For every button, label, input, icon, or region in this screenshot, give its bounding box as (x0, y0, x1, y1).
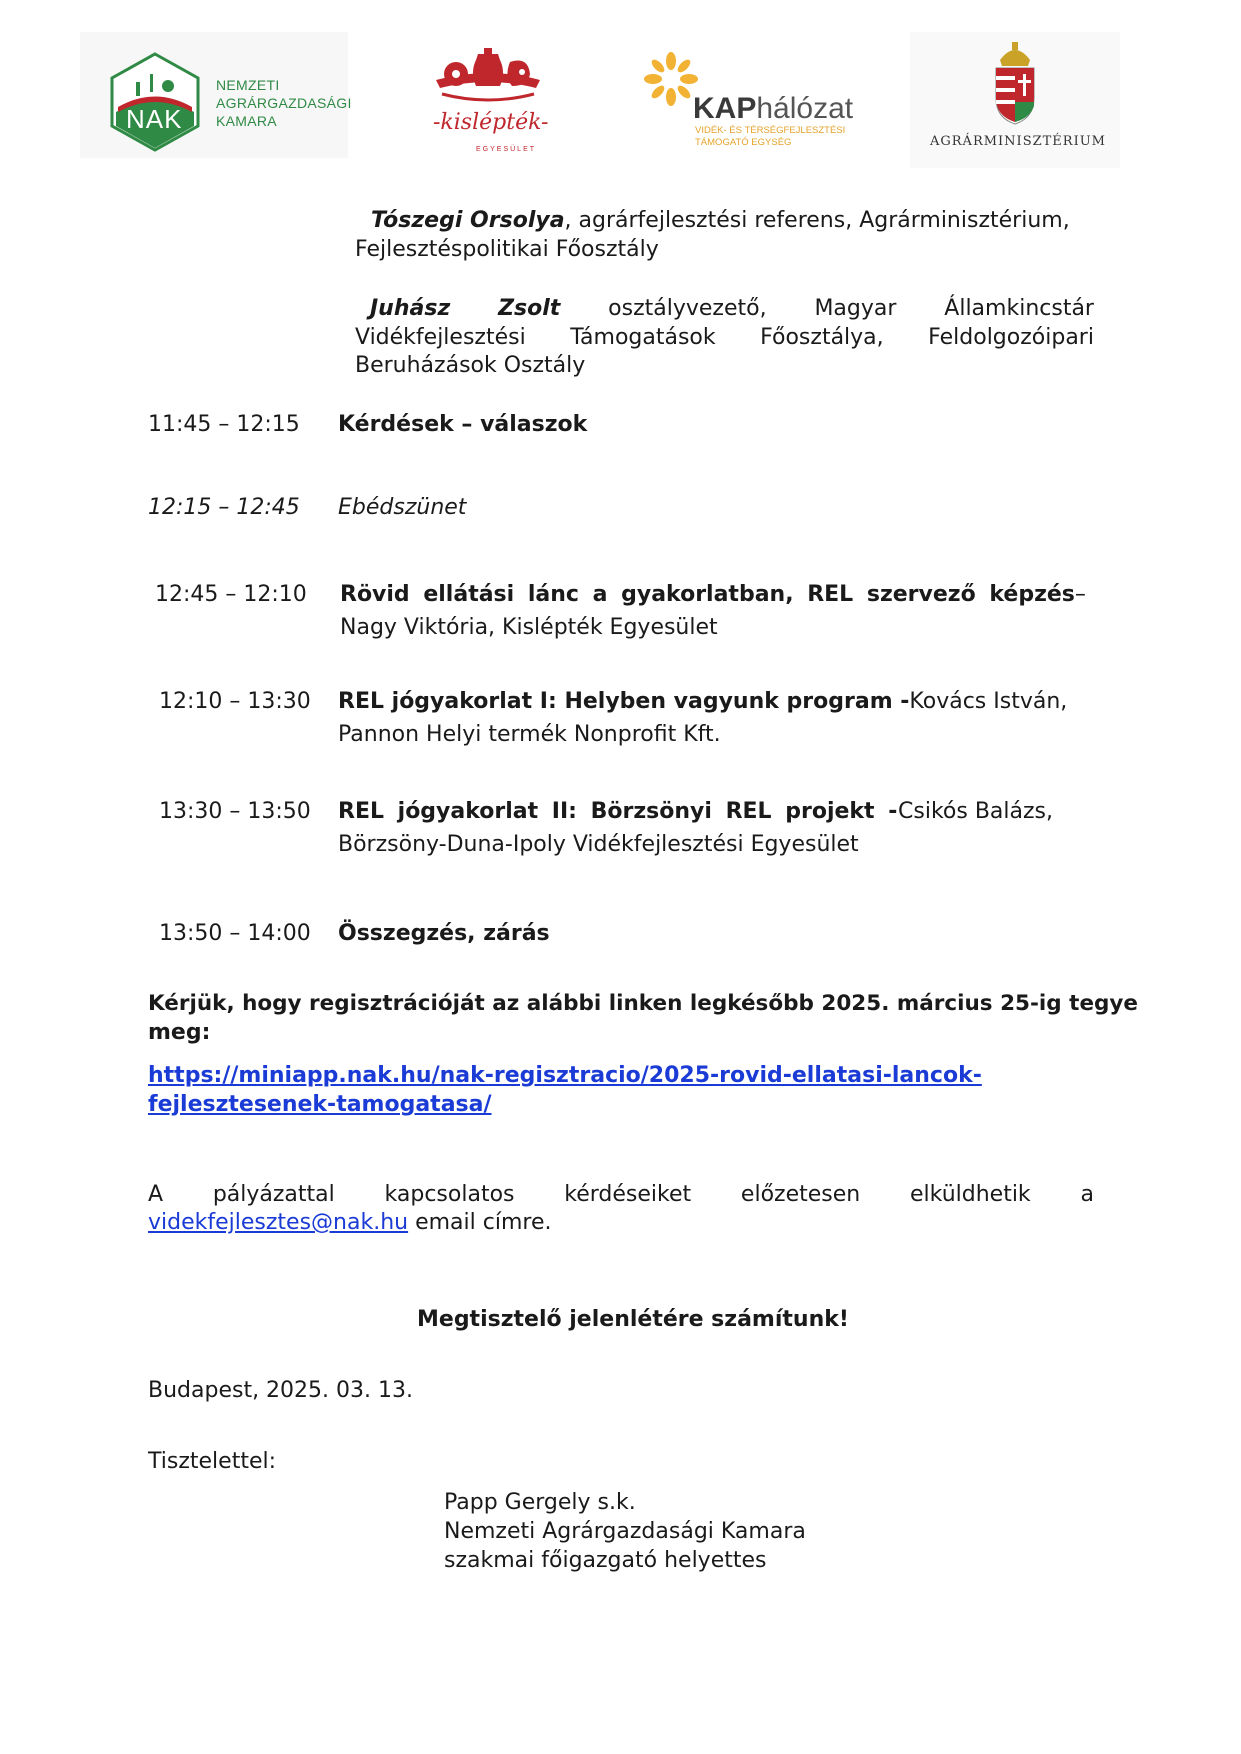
speaker-2-line-1 (370, 294, 1094, 323)
kislepek-pottery-icon (432, 46, 544, 110)
nak-logo-text (216, 76, 352, 130)
place-date: Budapest, 2025. 03. 13. (148, 1378, 413, 1403)
speaker-1-name: Tószegi Orsolya (371, 208, 565, 233)
agenda-time: 13:30 – 13:50 (159, 799, 311, 824)
ministry-name: AGRÁRMINISZTÉRIUM (930, 134, 1106, 149)
speaker-2-line-2 (355, 323, 1094, 352)
kap-flower-icon (644, 52, 698, 106)
agenda-presenter: Nagy Viktória, Kislépték Egyesület (340, 615, 718, 640)
invitation-text: Megtisztelő jelenlétére számítunk! (417, 1307, 849, 1332)
speaker-1-line-1 (371, 207, 1070, 235)
kap-subtitle-line: TÁMOGATÓ EGYSÉG (695, 137, 792, 148)
registration-link-line-1[interactable] (148, 1062, 982, 1090)
contact-word: elküldhetik (909, 1182, 1031, 1207)
kap-title (693, 92, 853, 126)
signer-name: Papp Gergely s.k. (444, 1490, 636, 1515)
contact-word: előzetesen (740, 1182, 861, 1207)
speaker-1-role: , agrárfejlesztési referens, Agrárminisztérium, (564, 208, 1070, 233)
agenda-time: 13:50 – 14:00 (159, 921, 311, 946)
agenda-title: Kérdések – válaszok (338, 412, 588, 437)
nak-badge: NAK (126, 104, 183, 134)
kap-subtitle-line: VIDÉK- ÉS TÉRSÉGFEJLESZTÉSI (695, 125, 846, 136)
agenda-title: Összegzés, zárás (338, 921, 550, 946)
kislepek-sub: EGYESÜLET (476, 146, 537, 153)
contact-email-rest: email címre. (408, 1210, 552, 1235)
speaker-2-word: Vidékfejlesztési (355, 325, 526, 350)
contact-line-1 (148, 1180, 1094, 1209)
agenda-time: 12:10 – 13:30 (159, 689, 311, 714)
registration-link-line-2[interactable] (148, 1091, 492, 1119)
kislepek-name: -kislépték- (433, 110, 549, 135)
agenda-time: 12:15 – 12:45 (148, 495, 300, 520)
contact-email-link[interactable]: videkfejlesztes@nak.hu (148, 1210, 409, 1235)
registration-link[interactable]: fejlesztesenek-tamogatasa/ (148, 1092, 492, 1117)
kap-title-bold: KAP (693, 92, 757, 125)
contact-line-2 (148, 1209, 551, 1237)
agenda-time: 12:45 – 12:10 (155, 582, 307, 607)
contact-word: kapcsolatos (384, 1182, 515, 1207)
kap-subtitle (695, 125, 845, 149)
speaker-2-word: Magyar (814, 296, 897, 321)
agenda-presenter: Csikós Balázs, (898, 799, 1053, 824)
registration-link[interactable]: https://miniapp.nak.hu/nak-regisztracio/2025-rovid-ellatasi-lancok- (148, 1063, 982, 1088)
signer-organization: Nemzeti Agrárgazdasági Kamara (444, 1519, 806, 1544)
agenda-title-row (340, 580, 1086, 609)
agenda-title: Rövid ellátási lánc a gyakorlatban, REL szervező képzés (340, 582, 1075, 607)
agenda-title: REL jógyakorlat I: Helyben vagyunk program - (338, 689, 910, 714)
agenda-title: REL jógyakorlat II: Börzsönyi REL projekt - (338, 799, 898, 824)
speaker-2-word: Államkincstár (944, 296, 1094, 321)
kap-title-thin: hálózat (756, 92, 854, 125)
registration-text-2: meg: (148, 1020, 211, 1045)
contact-word: pályázattal (212, 1182, 335, 1207)
nak-logo-line: AGRÁRGAZDASÁGI (216, 95, 352, 111)
regards: Tisztelettel: (148, 1449, 277, 1474)
speaker-2-word: Támogatások (570, 325, 716, 350)
agenda-time: 11:45 – 12:15 (148, 412, 300, 437)
logo-header (0, 0, 1241, 175)
agenda-title: Ebédszünet (338, 495, 467, 520)
speaker-1-line-2: Fejlesztéspolitikai Főosztály (355, 237, 659, 262)
signer-role: szakmai főigazgató helyettes (444, 1548, 767, 1573)
speaker-2-line-3: Beruházások Osztály (355, 353, 586, 378)
speaker-2-word: Feldolgozóipari (928, 325, 1094, 350)
agenda-title-row (338, 797, 1053, 826)
agenda-dash: – (1074, 582, 1086, 607)
agenda-title-row (338, 687, 1068, 716)
registration-text: Kérjük, hogy regisztrációját az alábbi linken legkésőbb 2025. március 25-ig tegye (148, 991, 1139, 1016)
nak-logo-icon (110, 52, 200, 152)
speaker-2-word: Zsolt (498, 296, 561, 321)
nak-logo-line: NEMZETI (216, 77, 280, 93)
speaker-2-word: Juhász (370, 296, 451, 321)
agenda-presenter: Kovács István, (909, 689, 1068, 714)
contact-word: A (148, 1182, 164, 1207)
nak-logo-line: KAMARA (216, 113, 277, 129)
agenda-presenter-org: Börzsöny-Duna-Ipoly Vidékfejlesztési Egyesület (338, 832, 859, 857)
contact-word: a (1080, 1182, 1094, 1207)
speaker-2-word: Főosztálya, (760, 325, 884, 350)
coat-of-arms-icon (990, 40, 1040, 126)
speaker-2-word: osztályvezető, (608, 296, 767, 321)
contact-word: kérdéseiket (564, 1182, 692, 1207)
agenda-presenter-org: Pannon Helyi termék Nonprofit Kft. (338, 722, 721, 747)
